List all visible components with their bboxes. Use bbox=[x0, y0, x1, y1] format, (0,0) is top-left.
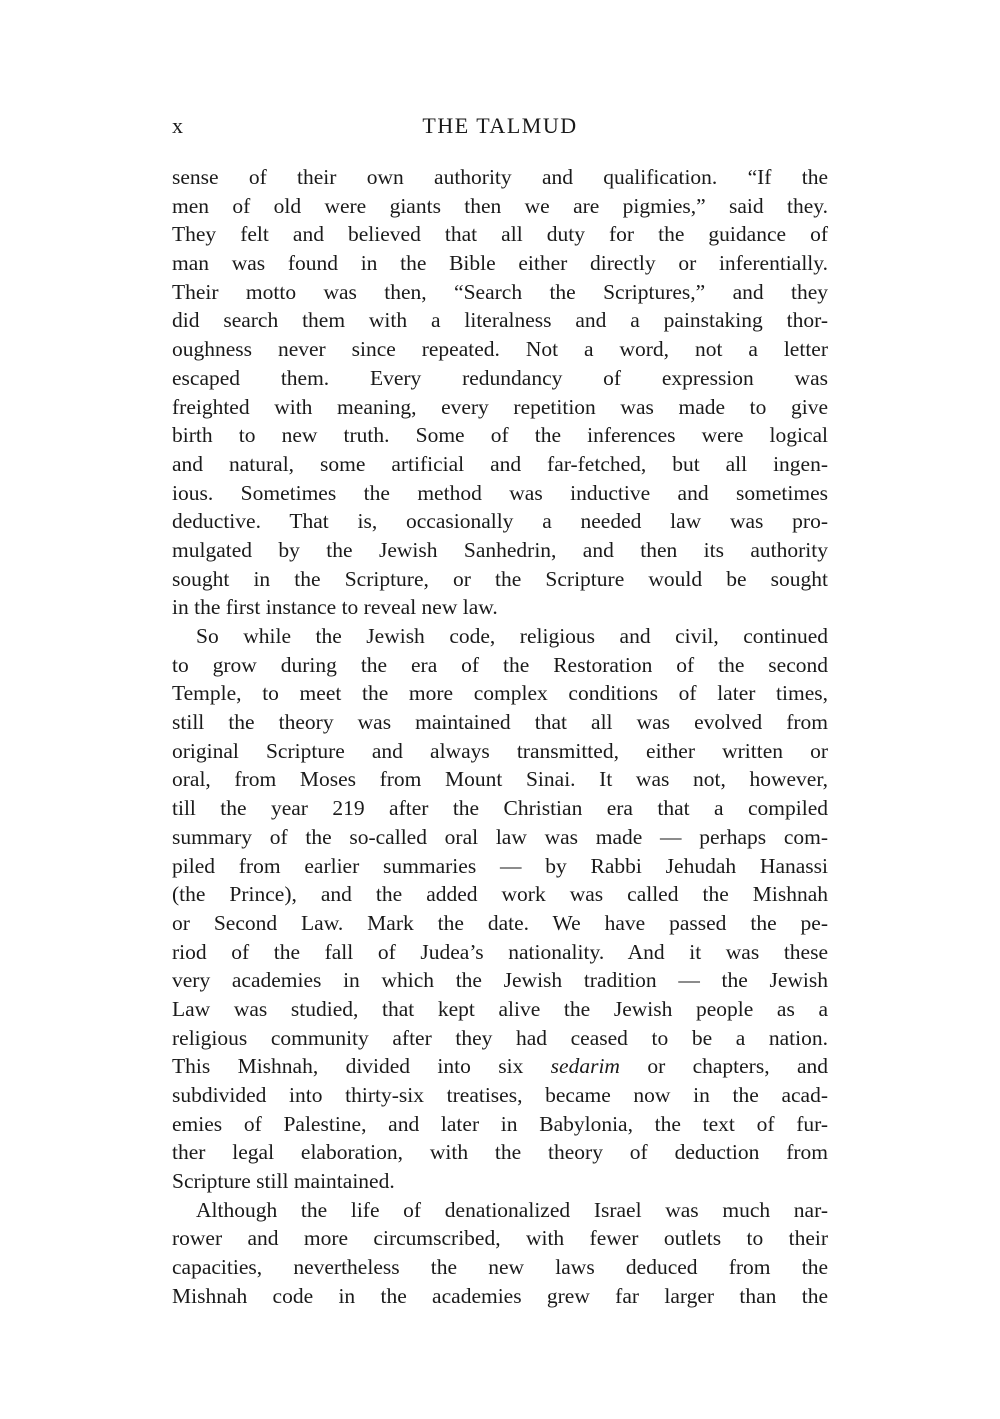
text-line: escaped them. Every redundancy of expression was bbox=[172, 365, 828, 390]
body-text bbox=[172, 163, 828, 1311]
text-line: mulgated by the Jewish Sanhedrin, and then its authority bbox=[172, 537, 828, 562]
text-line: Mishnah code in the academies grew far larger than the bbox=[172, 1283, 828, 1308]
text-line: oral, from Moses from Mount Sinai. It was not, however, bbox=[172, 767, 828, 792]
text-line: So while the Jewish code, religious and civil, continued bbox=[196, 624, 828, 648]
text-line: emies of Palestine, and later in Babylonia, the text of fur- bbox=[172, 1111, 828, 1136]
text-line: (the Prince), and the added work was called the Mishnah bbox=[172, 882, 828, 907]
italic-term: sedarim bbox=[550, 1054, 620, 1079]
text-line: religious community after they had ceased to be a nation. bbox=[172, 1025, 828, 1050]
paragraph-1 bbox=[172, 163, 828, 622]
text-line: ious. Sometimes the method was inductive and sometimes bbox=[172, 480, 828, 505]
paragraph-2 bbox=[172, 622, 828, 1196]
text-line: and natural, some artificial and far-fetched, but all ingen- bbox=[172, 451, 828, 476]
text-line: rower and more circumscribed, with fewer outlets to their bbox=[172, 1226, 828, 1251]
text-line: original Scripture and always transmitted, either written or bbox=[172, 738, 828, 763]
text-line: Scripture still maintained. bbox=[172, 1169, 395, 1194]
text-line: subdivided into thirty-six treatises, became now in the acad- bbox=[172, 1083, 828, 1107]
text-line: Although the life of denationalized Israel was much nar- bbox=[196, 1197, 828, 1222]
text-line: still the theory was maintained that all was evolved from bbox=[172, 710, 828, 735]
paragraph-3 bbox=[172, 1196, 828, 1311]
text-segment: or chapters, and bbox=[619, 1054, 828, 1079]
page-number: x bbox=[172, 113, 183, 138]
text-line: sought in the Scripture, or the Scripture would be sought bbox=[172, 566, 828, 591]
text-line: or Second Law. Mark the date. We have passed the pe- bbox=[172, 910, 828, 935]
text-line: sense of their own authority and qualification. “If the bbox=[172, 165, 828, 189]
text-line: in the first instance to reveal new law. bbox=[172, 595, 498, 620]
text-line: capacities, nevertheless the new laws deduced from the bbox=[172, 1255, 828, 1280]
text-line-with-italic bbox=[172, 1052, 828, 1081]
text-line: did search them with a literalness and a painstaking thor- bbox=[172, 308, 828, 333]
text-line: riod of the fall of Judea’s nationality. And it was these bbox=[172, 939, 828, 964]
text-line: freighted with meaning, every repetition was made to give bbox=[172, 394, 828, 419]
text-line: Temple, to meet the more complex conditions of later times, bbox=[172, 681, 828, 706]
text-line: man was found in the Bible either directly or inferentially. bbox=[172, 251, 828, 276]
text-segment: This Mishnah, divided into six bbox=[172, 1054, 524, 1079]
text-line: Law was studied, that kept alive the Jewish people as a bbox=[172, 996, 828, 1021]
text-line: Their motto was then, “Search the Scriptures,” and they bbox=[172, 279, 828, 304]
text-line: summary of the so-called oral law was made — perhaps com- bbox=[172, 824, 828, 849]
text-line: very academies in which the Jewish tradition — the Jewish bbox=[172, 968, 828, 993]
text-line: deductive. That is, occasionally a needed law was pro- bbox=[172, 509, 828, 534]
running-head-title: THE TALMUD bbox=[422, 113, 578, 138]
text-line: to grow during the era of the Restoration of the second bbox=[172, 652, 828, 677]
text-line: ther legal elaboration, with the theory of deduction from bbox=[172, 1140, 828, 1165]
text-line: till the year 219 after the Christian era that a compiled bbox=[172, 796, 828, 821]
text-line: oughness never since repeated. Not a word, not a letter bbox=[172, 337, 828, 362]
text-line: They felt and believed that all duty for the guidance of bbox=[172, 222, 828, 247]
text-line: men of old were giants then we are pigmies,” said they. bbox=[172, 193, 828, 218]
text-line: piled from earlier summaries — by Rabbi Jehudah Hanassi bbox=[172, 853, 828, 878]
text-line: birth to new truth. Some of the inferences were logical bbox=[172, 423, 828, 448]
